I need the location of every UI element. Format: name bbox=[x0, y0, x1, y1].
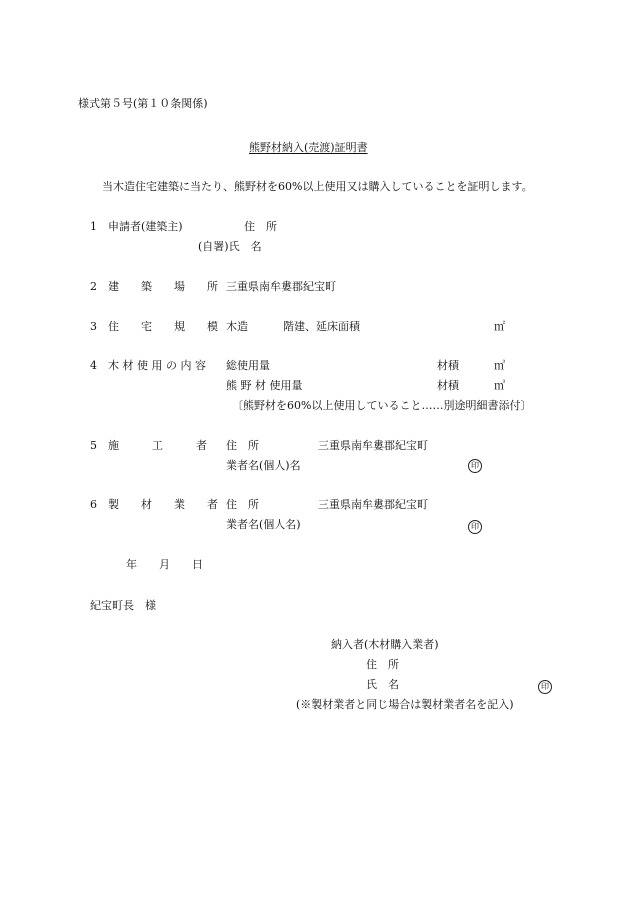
item-4-kumano-unit: ㎥ bbox=[494, 379, 505, 392]
item-4-kumano-volume-label: 材積 bbox=[437, 379, 459, 392]
item-5-number: 5 bbox=[90, 439, 97, 452]
item-1-number: 1 bbox=[90, 220, 97, 233]
addressee: 紀宝町長 様 bbox=[90, 599, 156, 612]
deliverer-seal: 印 bbox=[538, 680, 552, 694]
item-2-value: 三重県南牟婁郡紀宝町 bbox=[226, 280, 336, 293]
intro-text: 当木造住宅建築に当たり、熊野材を60%以上使用又は購入していることを証明します。 bbox=[102, 180, 533, 193]
item-6-number: 6 bbox=[90, 498, 97, 511]
item-3-number: 3 bbox=[90, 320, 97, 333]
item-6-label: 製 材 業 者 bbox=[108, 498, 218, 511]
item-4-note: 〔熊野材を60%以上使用していること……別途明細書添付〕 bbox=[232, 399, 532, 412]
item-3-unit: ㎡ bbox=[494, 320, 505, 333]
item-4-number: 4 bbox=[90, 359, 97, 372]
item-6-address: 三重県南牟婁郡紀宝町 bbox=[318, 498, 428, 511]
item-2-number: 2 bbox=[90, 280, 97, 293]
item-4-total-label: 総使用量 bbox=[226, 359, 270, 372]
item-1-name-label: (自署)氏 名 bbox=[198, 240, 262, 253]
item-6-name-label: 業者名(個人名) bbox=[226, 518, 301, 531]
document-title: 熊野材納入(売渡)証明書 bbox=[249, 141, 368, 154]
deliverer-note: (※製材業者と同じ場合は製材業者名を記入) bbox=[296, 698, 514, 711]
item-5-seal: 印 bbox=[468, 459, 482, 473]
item-3-label: 住 宅 規 模 bbox=[108, 320, 218, 333]
item-2-label: 建 築 場 所 bbox=[108, 280, 218, 293]
item-5-name-label: 業者名(個人)名 bbox=[226, 459, 301, 472]
item-5-address-label: 住 所 bbox=[226, 439, 259, 452]
deliverer-name-label: 氏 名 bbox=[366, 678, 399, 691]
deliverer-address-label: 住 所 bbox=[366, 658, 399, 671]
item-1-address-label: 住 所 bbox=[244, 220, 277, 233]
form-number: 様式第５号(第１０条関係) bbox=[78, 97, 208, 110]
item-6-address-label: 住 所 bbox=[226, 498, 259, 511]
item-3-structure: 木造 bbox=[226, 320, 248, 333]
item-5-label: 施 工 者 bbox=[108, 439, 207, 452]
item-3-floors: 階建、延床面積 bbox=[283, 320, 360, 333]
item-1-label: 申請者(建築主) bbox=[108, 220, 183, 233]
deliverer-label: 納入者(木材購入業者) bbox=[331, 638, 439, 651]
item-4-kumano-label: 熊 野 材 使用量 bbox=[226, 379, 303, 392]
item-4-label: 木 材 使 用 の 内 容 bbox=[108, 359, 206, 372]
item-5-address: 三重県南牟婁郡紀宝町 bbox=[318, 439, 428, 452]
item-4-total-unit: ㎥ bbox=[494, 359, 505, 372]
date-line: 年 月 日 bbox=[126, 558, 203, 571]
item-4-total-volume-label: 材積 bbox=[437, 359, 459, 372]
item-6-seal: 印 bbox=[468, 520, 482, 534]
